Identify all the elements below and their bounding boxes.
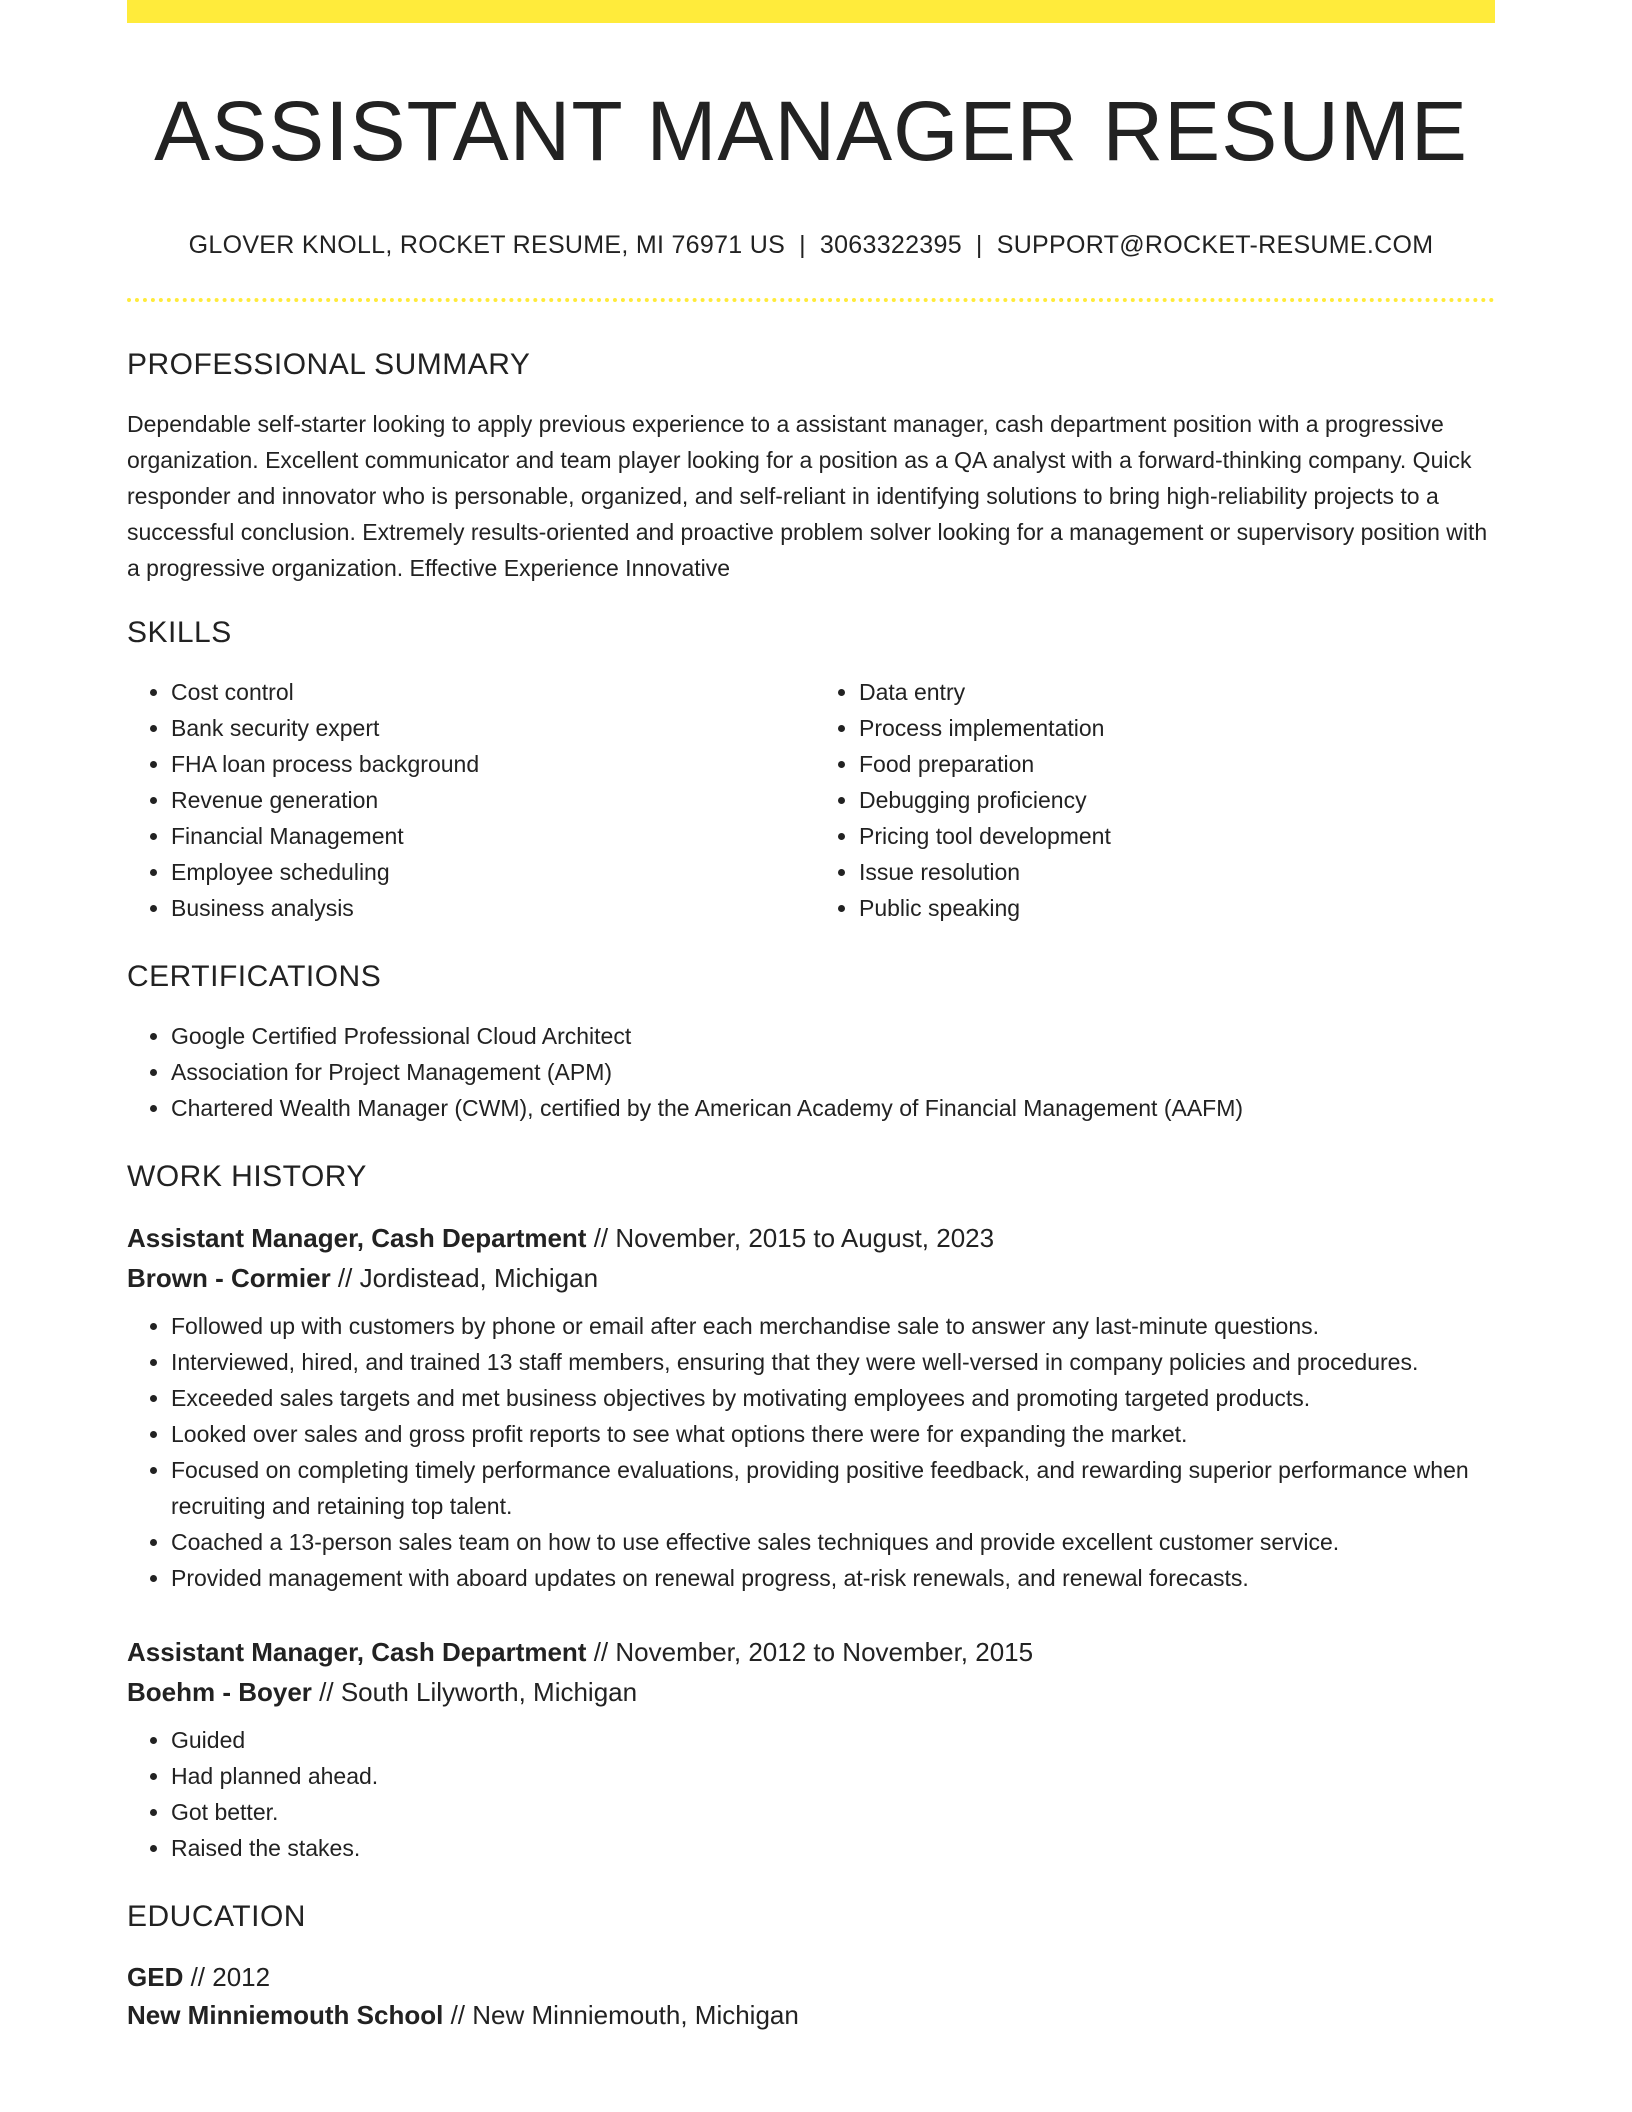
contact-phone: 3063322395 (819, 231, 962, 260)
job-duty-item: • Had planned ahead. (171, 1758, 1495, 1794)
summary-section (127, 348, 1495, 586)
contact-separator: | (975, 231, 983, 260)
certification-item: • Google Certified Professional Cloud Architect (171, 1018, 1495, 1054)
job-duty-item: • Looked over sales and gross profit reports to see what options there were for expanding the market. (171, 1416, 1495, 1452)
certification-item: • Association for Project Management (APM) (171, 1054, 1495, 1090)
work-history-section (127, 1160, 1495, 1866)
education-year: // 2012 (190, 1962, 271, 1993)
job-duty-item: • Followed up with customers by phone or email after each merchandise sale to answer any last-minute questions. (171, 1308, 1495, 1344)
skills-list-right (811, 674, 1495, 926)
job-duty-item: • Focused on completing timely performance evaluations, providing positive feedback, and rewarding superior performance when recruiting and retaining top talent. (171, 1452, 1495, 1524)
skill-item: • Revenue generation (171, 782, 811, 818)
resume-title: ASSISTANT MANAGER RESUME (154, 84, 1468, 178)
education-entry (127, 1958, 1495, 2034)
skill-item: • Food preparation (859, 746, 1495, 782)
education-location: // New Minniemouth, Michigan (450, 2000, 799, 2031)
summary-heading: PROFESSIONAL SUMMARY (127, 348, 531, 382)
skill-item: • Employee scheduling (171, 854, 811, 890)
contact-separator: | (799, 231, 806, 260)
job-duty-item: • Raised the stakes. (171, 1830, 1495, 1866)
skill-item: • Public speaking (859, 890, 1495, 926)
work-history-heading: WORK HISTORY (127, 1160, 367, 1194)
job-location: // Jordistead, Michigan (337, 1263, 599, 1294)
job-duty-item: • Got better. (171, 1794, 1495, 1830)
certifications-heading: CERTIFICATIONS (127, 960, 382, 994)
skill-item: • Debugging proficiency (859, 782, 1495, 818)
job-company: Boehm - Boyer (127, 1677, 312, 1708)
job-entry (127, 1218, 1495, 1596)
skill-item: • Financial Management (171, 818, 811, 854)
education-heading: EDUCATION (127, 1900, 306, 1934)
job-title-line (127, 1632, 1495, 1672)
skill-item: • FHA loan process background (171, 746, 811, 782)
job-dates: // November, 2012 to November, 2015 (593, 1637, 1034, 1668)
dotted-divider (127, 298, 1495, 302)
job-dates: // November, 2015 to August, 2023 (593, 1223, 995, 1254)
job-title: Assistant Manager, Cash Department (127, 1637, 587, 1668)
skills-list-left (127, 674, 811, 926)
skill-item: • Cost control (171, 674, 811, 710)
education-section (127, 1900, 1495, 2034)
skills-section (127, 616, 1495, 926)
certifications-section (127, 960, 1495, 1126)
job-duty-item: • Interviewed, hired, and trained 13 staff members, ensuring that they were well-versed in company policies and procedures. (171, 1344, 1495, 1380)
education-degree-line (127, 1958, 1495, 1996)
contact-email: SUPPORT@ROCKET-RESUME.COM (996, 231, 1434, 260)
accent-top-bar (127, 0, 1495, 23)
resume-page (127, 0, 1495, 2034)
job-duties-list (127, 1722, 1495, 1866)
job-entry (127, 1632, 1495, 1866)
job-duty-item: • Coached a 13-person sales team on how to use effective sales techniques and provide excellent customer service. (171, 1524, 1495, 1560)
skill-item: • Process implementation (859, 710, 1495, 746)
job-duty-item: • Provided management with aboard updates on renewal progress, at-risk renewals, and renewal forecasts. (171, 1560, 1495, 1596)
education-school-line (127, 1996, 1495, 2034)
contact-line (127, 231, 1495, 260)
education-school: New Minniemouth School (127, 2000, 444, 2031)
certifications-list (127, 1018, 1495, 1126)
summary-text: Dependable self-starter looking to apply previous experience to a assistant manager, cash department position with a progressive organization. Excellent communicator and team player looking for a position as a QA analyst with a forward-thinking company. Quick responder and innovator who is personable, organized, and self-reliant in identifying solutions to bring high-reliability projects to a successful conclusion. Extremely results-oriented and proactive problem solver looking for a management or supervisory position with a progressive organization. Effective Experience Innovative (127, 411, 1488, 582)
education-degree: GED (127, 1962, 184, 1993)
job-duty-item: • Guided (171, 1722, 1495, 1758)
certification-item: • Chartered Wealth Manager (CWM), certified by the American Academy of Financial Management (AAFM) (171, 1090, 1495, 1126)
job-duty-item: • Exceeded sales targets and met business objectives by motivating employees and promoting targeted products. (171, 1380, 1495, 1416)
job-title-line (127, 1218, 1495, 1258)
skill-item: • Business analysis (171, 890, 811, 926)
job-company-line (127, 1258, 1495, 1298)
skills-columns (127, 674, 1495, 926)
job-company: Brown - Cormier (127, 1263, 331, 1294)
job-duties-list (127, 1308, 1495, 1596)
skill-item: • Bank security expert (171, 710, 811, 746)
job-title: Assistant Manager, Cash Department (127, 1223, 587, 1254)
skill-item: • Issue resolution (859, 854, 1495, 890)
skills-heading: SKILLS (127, 616, 232, 650)
skill-item: • Data entry (859, 674, 1495, 710)
contact-address: GLOVER KNOLL, ROCKET RESUME, MI 76971 US (188, 231, 786, 260)
job-location: // South Lilyworth, Michigan (319, 1677, 638, 1708)
job-company-line (127, 1672, 1495, 1712)
skill-item: • Pricing tool development (859, 818, 1495, 854)
